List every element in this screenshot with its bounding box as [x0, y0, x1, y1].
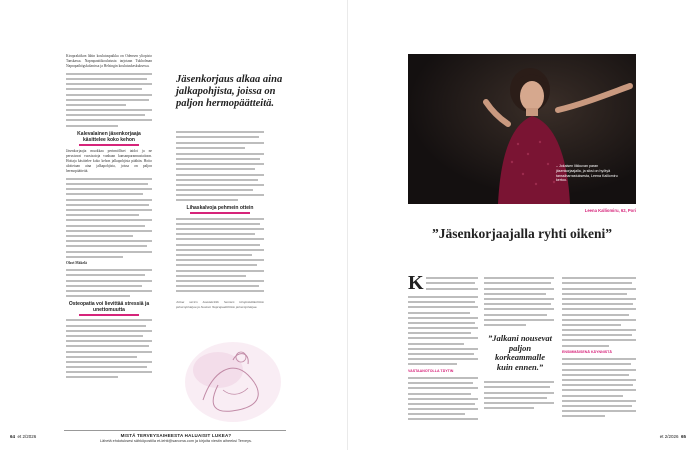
- left-footer: [0, 430, 348, 448]
- footer-text: Lähetä ehdotuksesi sähköpostilla et-lehti@sanoma.com ja kirjoita viestin aiheeksi Terveys.: [100, 439, 252, 443]
- photo-credit: Leena Kalliomiru, 62, Pori: [584, 208, 636, 213]
- column-1-intro: Kiropraktikon lähin koulutuspaikka on Odensen yliopisto Tanskassa. Naprapaattikoulutusta tarjotaan Tukholman Naprapathögskolanissa ja Helsingin koulutuskeskuksessa.: [66, 54, 152, 69]
- left-caption: Juttua varten haastateltiin Suomen kiropraktikkoliiton puheenjohtajaa ja Suomen Naprapaattiliiton puheenjohtajaa.: [176, 300, 264, 309]
- left-column-2: [176, 128, 264, 294]
- subheading-kalevalainen: Kalevalainen jäsenkorjaaja käsittelee koko kehon: [66, 131, 152, 146]
- subheading-lihaskalvoja: Lihaskalvoja pehmein ottein: [176, 205, 264, 214]
- right-page: [348, 0, 696, 450]
- right-column-3: [562, 274, 636, 422]
- left-column-1: [66, 54, 152, 424]
- right-column-2b: [484, 378, 554, 422]
- drop-cap: K: [408, 274, 424, 294]
- headline: ”Jäsenkorjaajalla ryhti oikeni”: [431, 226, 612, 241]
- left-page-number: 64 et 2/2026: [10, 434, 37, 439]
- left-pull-quote: Jäsenkorjaus alkaa aina jalkapohjista, joissa on paljon hermopäätteitä.: [176, 74, 283, 109]
- col1-lead: VASTAANOTOLLA TÄYTIN: [408, 368, 454, 373]
- photo: [408, 54, 636, 204]
- footer-accent-line: [64, 430, 286, 431]
- right-column-1: [408, 274, 478, 422]
- right-pull-quote: ”Jalkani nousevat paljon korkeammalle kuin ennen.”: [488, 333, 552, 372]
- right-page-number: et 2/2026 65: [659, 434, 686, 439]
- photo-caption: – Jokaisen liikkuvan paran jäsenkorjaajalla, ja siksi on hyötyä tanssiharrastuksesta, Leena Kalliomiru kertoo.: [556, 164, 618, 183]
- illustration-figure: [178, 330, 288, 430]
- person-name: Olavi Mäkelä: [66, 260, 87, 265]
- col3-lead: ENSIMMÄISENÄ KÄYNNISTÄ: [562, 349, 612, 354]
- footer-title: MISTÄ TERVEYSAIHEESTA HALUAISIT LUKEA?: [120, 433, 232, 438]
- subheading-osteopatia: Osteopatia voi lievittää stressiä ja unettomuutta: [66, 301, 152, 316]
- right-column-2: [484, 274, 554, 334]
- kalevalainen-text: Jäsenkorjaajia muokkaa perinnölliset taidot ja ne perustuvat vuosisatoja vanhaan kansanparannustaitoon. Hoitaja käsittelee koko kehon jalkapohjista päähän. Hoito aloitetaan aina jalkapohjista, joissa on paljon hermopäätteitä.: [66, 148, 152, 174]
